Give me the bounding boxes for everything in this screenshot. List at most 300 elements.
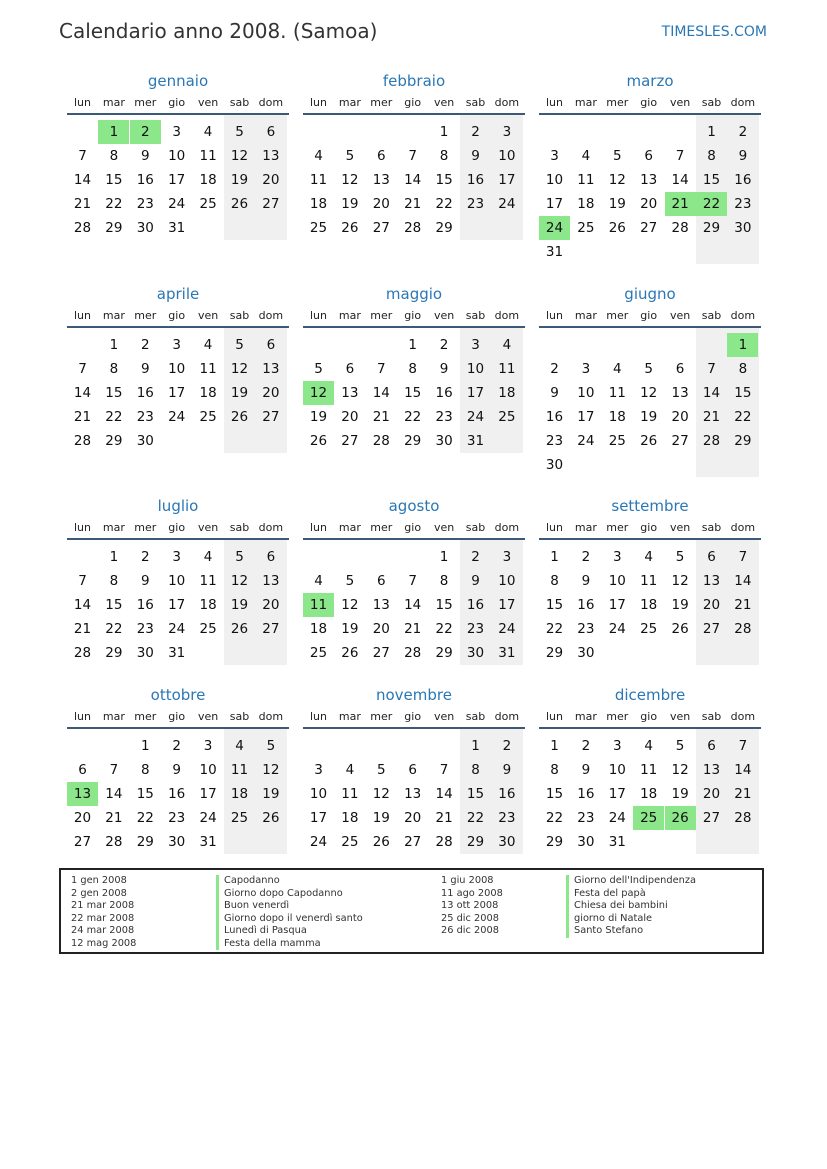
legend-name: Giorno dopo Capodanno (224, 887, 343, 899)
day-cell: 4 (502, 337, 512, 353)
day-cell: 19 (230, 172, 249, 188)
day-cell: 13 (262, 361, 280, 377)
day-cell: 4 (345, 762, 355, 778)
day-cell: 18 (498, 385, 516, 401)
day-cell: 8 (550, 573, 559, 589)
day-cell: 17 (498, 597, 516, 613)
weekday-label: lun (310, 521, 327, 534)
day-cell: 9 (738, 148, 748, 164)
legend-names-left (216, 875, 363, 950)
weekday-label: gio (640, 710, 658, 723)
month-name: luglio (157, 497, 199, 515)
day-cell: 15 (105, 597, 123, 613)
day-cell: 24 (577, 433, 595, 449)
weekday-label: mar (102, 309, 125, 322)
weekday-label: sab (465, 521, 486, 534)
day-cell: 26 (341, 645, 359, 661)
day-cell: 30 (577, 834, 595, 850)
weekday-label: lun (74, 521, 91, 534)
day-cell: 14 (435, 786, 453, 802)
legend-date: 13 ott 2008 (441, 900, 499, 911)
day-cell: 10 (608, 573, 626, 589)
day-cell: 19 (608, 196, 626, 212)
weekday-label: mer (370, 96, 393, 109)
day-cell: 27 (341, 433, 359, 449)
day-cell: 17 (168, 385, 186, 401)
day-cell: 20 (262, 172, 280, 188)
legend-date: 1 gen 2008 (71, 875, 127, 886)
legend-name: Santo Stefano (574, 925, 644, 936)
day-cell: 22 (466, 810, 485, 826)
day-cell: 23 (734, 196, 752, 212)
day-cell: 20 (262, 385, 280, 401)
weekday-label: mer (134, 710, 157, 723)
day-cell: 27 (404, 834, 422, 850)
month-ottobre (67, 686, 289, 854)
day-cell: 11 (199, 148, 217, 164)
day-cell: 4 (314, 148, 323, 164)
day-cell: 9 (471, 573, 480, 589)
weekday-label: dom (258, 96, 284, 109)
day-cell: 16 (498, 786, 516, 802)
weekday-label: sab (701, 710, 722, 723)
day-cell: 7 (675, 148, 685, 164)
day-cell: 6 (644, 148, 653, 164)
day-cell: 2 (439, 337, 449, 353)
day-cell: 6 (675, 361, 685, 377)
day-cell: 6 (707, 549, 716, 565)
weekday-header (539, 710, 761, 724)
day-cell: 18 (640, 597, 658, 613)
weekday-label: dom (494, 309, 520, 322)
day-cell: 3 (172, 124, 181, 140)
day-cell: 4 (644, 738, 653, 754)
day-cell: 24 (168, 409, 186, 425)
month-name: agosto (388, 497, 440, 515)
day-cell: 20 (702, 597, 721, 613)
day-cell: 9 (581, 573, 591, 589)
day-cell: 28 (105, 834, 123, 850)
weekday-header (539, 309, 761, 323)
day-cell: 27 (262, 621, 280, 637)
day-cell: 22 (105, 196, 123, 212)
day-cell: 2 (502, 738, 512, 754)
day-cell: 6 (707, 738, 716, 754)
holiday-day: 25 (633, 806, 664, 830)
day-cell: 14 (671, 172, 689, 188)
day-cell: 18 (199, 597, 217, 613)
day-cell: 18 (199, 385, 217, 401)
weekday-label: mar (338, 96, 361, 109)
month-dicembre (539, 686, 761, 854)
legend-name: Festa della mamma (224, 937, 321, 949)
day-cell: 12 (671, 573, 689, 589)
day-cell: 15 (435, 172, 453, 188)
day-cell: 28 (404, 220, 422, 236)
day-cell: 27 (73, 834, 92, 850)
weekday-label: lun (546, 96, 563, 109)
day-cell: 19 (671, 597, 689, 613)
day-cell: 20 (372, 621, 390, 637)
day-cell: 29 (404, 433, 422, 449)
weekday-label: dom (730, 521, 756, 534)
weekday-label: ven (433, 521, 455, 534)
day-cell: 9 (581, 762, 591, 778)
day-cell: 11 (640, 573, 658, 589)
day-cell: 15 (545, 786, 564, 802)
day-cell: 10 (168, 148, 186, 164)
day-cell: 30 (435, 433, 453, 449)
day-cell: 26 (640, 433, 658, 449)
legend-date: 21 mar 2008 (71, 900, 135, 911)
day-cell: 23 (168, 810, 186, 826)
legend-date: 22 mar 2008 (71, 912, 135, 924)
day-cell: 7 (78, 361, 87, 377)
day-cell: 27 (640, 220, 658, 236)
site-link[interactable]: TIMESLES.COM (661, 24, 767, 40)
day-cell: 28 (671, 220, 689, 236)
day-cell: 19 (372, 810, 390, 826)
day-cell: 26 (341, 220, 359, 236)
day-cell: 22 (435, 621, 453, 637)
day-cell: 15 (404, 385, 422, 401)
day-cell: 22 (105, 621, 123, 637)
day-cell: 18 (341, 810, 359, 826)
holiday-legend (59, 868, 764, 954)
day-cell: 25 (309, 645, 328, 661)
day-cell: 1 (109, 337, 119, 353)
weekday-label: ven (197, 521, 219, 534)
day-cell: 5 (613, 148, 622, 164)
day-cell: 23 (466, 196, 485, 212)
day-cell: 12 (671, 762, 689, 778)
day-cell: 6 (266, 124, 276, 140)
month-name: marzo (626, 72, 674, 90)
legend-date: 25 dic 2008 (441, 912, 499, 924)
holiday-day: 1 (98, 120, 129, 144)
day-cell: 30 (545, 457, 564, 473)
weekday-header (303, 309, 525, 323)
day-cell: 11 (341, 786, 359, 802)
day-cell: 24 (608, 810, 626, 826)
day-cell: 4 (644, 549, 653, 565)
day-cell: 12 (640, 385, 658, 401)
weekday-label: mar (574, 710, 597, 723)
weekday-header (67, 710, 289, 724)
day-cell: 17 (608, 597, 626, 613)
day-cell: 21 (73, 196, 92, 212)
day-cell: 17 (498, 172, 516, 188)
day-cell: 10 (577, 385, 595, 401)
day-cell: 13 (702, 762, 721, 778)
day-cell: 18 (640, 786, 658, 802)
day-cell: 22 (105, 409, 123, 425)
day-cell: 29 (545, 834, 564, 850)
day-cell: 7 (408, 148, 417, 164)
day-cell: 18 (577, 196, 595, 212)
day-cell: 3 (613, 549, 622, 565)
weekday-label: dom (258, 521, 284, 534)
holiday-day: 26 (665, 806, 696, 830)
weekday-label: mar (338, 521, 361, 534)
day-cell: 13 (372, 597, 390, 613)
weekday-label: gio (404, 96, 422, 109)
legend-date: 26 dic 2008 (441, 925, 499, 936)
day-cell: 23 (435, 409, 453, 425)
day-cell: 10 (498, 148, 516, 164)
day-cell: 26 (608, 220, 626, 236)
month-novembre (303, 686, 525, 854)
day-cell: 5 (675, 549, 685, 565)
day-cell: 4 (613, 361, 622, 377)
day-cell: 8 (439, 573, 449, 589)
day-cell: 29 (435, 645, 453, 661)
day-cell: 3 (203, 738, 213, 754)
weekday-label: mer (606, 710, 629, 723)
day-cell: 7 (738, 549, 748, 565)
weekday-label: ven (197, 96, 219, 109)
day-cell: 4 (203, 337, 213, 353)
day-cell: 24 (498, 621, 516, 637)
day-cell: 1 (109, 549, 119, 565)
day-cell: 8 (738, 361, 748, 377)
day-cell: 22 (545, 621, 564, 637)
day-cell: 8 (408, 361, 417, 377)
weekday-label: mer (606, 521, 629, 534)
day-cell: 29 (466, 834, 485, 850)
day-cell: 6 (377, 148, 386, 164)
day-cell: 16 (466, 597, 485, 613)
day-cell: 13 (671, 385, 689, 401)
day-cell: 6 (78, 762, 87, 778)
day-cell: 7 (439, 762, 449, 778)
day-cell: 25 (230, 810, 249, 826)
weekday-label: mer (606, 96, 629, 109)
day-cell: 31 (199, 834, 217, 850)
weekday-label: sab (465, 96, 486, 109)
day-cell: 21 (372, 409, 390, 425)
day-cell: 21 (105, 810, 123, 826)
weekday-label: ven (197, 710, 219, 723)
day-cell: 25 (341, 834, 359, 850)
day-cell: 21 (73, 409, 92, 425)
day-cell: 15 (105, 172, 123, 188)
day-cell: 16 (545, 409, 564, 425)
day-cell: 21 (404, 621, 422, 637)
day-cell: 20 (404, 810, 422, 826)
weekday-label: dom (494, 521, 520, 534)
day-cell: 24 (199, 810, 217, 826)
day-cell: 23 (466, 621, 485, 637)
day-cell: 14 (73, 597, 92, 613)
weekday-label: mar (574, 96, 597, 109)
day-cell: 18 (608, 409, 626, 425)
legend-dates-left (71, 875, 136, 950)
day-cell: 3 (314, 762, 323, 778)
legend-name: Chiesa dei bambini (574, 900, 668, 911)
day-cell: 11 (199, 573, 217, 589)
month-name: settembre (611, 497, 689, 515)
day-cell: 29 (734, 433, 752, 449)
month-name: maggio (385, 285, 443, 303)
day-cell: 30 (498, 834, 516, 850)
weekday-label: mar (338, 309, 361, 322)
holiday-day: 13 (67, 782, 98, 806)
holiday-day: 24 (539, 216, 570, 240)
day-cell: 5 (266, 738, 276, 754)
day-cell: 29 (435, 220, 453, 236)
day-cell: 3 (550, 148, 559, 164)
legend-name: Festa del papà (574, 887, 646, 899)
day-cell: 28 (702, 433, 721, 449)
weekday-label: mar (102, 710, 125, 723)
day-cell: 18 (230, 786, 249, 802)
day-cell: 3 (613, 738, 622, 754)
day-cell: 17 (608, 786, 626, 802)
legend-name: Capodanno (224, 875, 280, 886)
weekday-header (303, 521, 525, 535)
day-cell: 31 (168, 220, 186, 236)
day-cell: 15 (466, 786, 485, 802)
month-name: dicembre (614, 686, 686, 704)
day-cell: 5 (345, 148, 355, 164)
day-cell: 7 (738, 738, 748, 754)
weekday-label: gio (404, 521, 422, 534)
holiday-day: 22 (696, 192, 727, 216)
day-cell: 24 (608, 621, 626, 637)
month-marzo (539, 72, 761, 264)
weekday-label: mar (574, 309, 597, 322)
day-cell: 1 (439, 124, 449, 140)
day-cell: 13 (404, 786, 422, 802)
day-cell: 1 (408, 337, 417, 353)
day-cell: 28 (73, 433, 92, 449)
month-name: ottobre (150, 686, 206, 704)
day-cell: 24 (498, 196, 516, 212)
day-cell: 7 (377, 361, 386, 377)
day-cell: 21 (73, 621, 92, 637)
day-cell: 8 (439, 148, 449, 164)
weekday-label: mer (370, 309, 393, 322)
day-cell: 10 (199, 762, 217, 778)
weekday-label: mar (102, 96, 125, 109)
day-cell: 20 (702, 786, 721, 802)
day-cell: 7 (707, 361, 716, 377)
day-cell: 16 (577, 786, 595, 802)
weekday-label: sab (465, 309, 486, 322)
weekday-label: sab (701, 521, 722, 534)
day-cell: 16 (734, 172, 752, 188)
day-cell: 15 (702, 172, 721, 188)
month-settembre (539, 497, 761, 665)
day-cell: 9 (502, 762, 512, 778)
holiday-day: 11 (303, 593, 334, 617)
weekday-header (67, 96, 289, 110)
day-cell: 29 (105, 645, 123, 661)
day-cell: 19 (640, 409, 658, 425)
day-cell: 30 (168, 834, 186, 850)
day-cell: 11 (199, 361, 217, 377)
day-cell: 17 (168, 597, 186, 613)
day-cell: 16 (435, 385, 453, 401)
day-cell: 20 (262, 597, 280, 613)
day-cell: 5 (644, 361, 653, 377)
weekday-label: mer (134, 96, 157, 109)
day-cell: 14 (702, 385, 721, 401)
holiday-day: 2 (130, 120, 161, 144)
day-cell: 2 (141, 549, 150, 565)
day-cell: 13 (341, 385, 359, 401)
weekday-label: sab (701, 96, 722, 109)
day-cell: 5 (377, 762, 386, 778)
day-cell: 5 (675, 738, 685, 754)
day-cell: 23 (136, 196, 154, 212)
day-cell: 3 (581, 361, 591, 377)
weekday-label: ven (669, 96, 691, 109)
day-cell: 21 (702, 409, 721, 425)
legend-name: Giorno dell'Indipendenza (574, 875, 696, 886)
day-cell: 1 (550, 738, 559, 754)
day-cell: 4 (581, 148, 591, 164)
day-cell: 24 (168, 621, 186, 637)
day-cell: 19 (230, 597, 249, 613)
month-luglio (67, 497, 289, 665)
day-cell: 27 (372, 645, 390, 661)
day-cell: 12 (230, 573, 249, 589)
day-cell: 25 (309, 220, 328, 236)
day-cell: 15 (105, 385, 123, 401)
day-cell: 17 (309, 810, 328, 826)
day-cell: 27 (262, 196, 280, 212)
legend-dates-right (441, 875, 503, 938)
legend-date: 2 gen 2008 (71, 887, 127, 899)
weekday-label: mer (134, 521, 157, 534)
day-cell: 5 (235, 549, 244, 565)
legend-names-right (566, 875, 696, 938)
day-cell: 11 (498, 361, 516, 377)
day-cell: 26 (671, 621, 689, 637)
day-cell: 28 (734, 621, 752, 637)
weekday-label: dom (258, 309, 284, 322)
day-cell: 8 (109, 148, 119, 164)
day-cell: 6 (345, 361, 355, 377)
weekday-label: gio (404, 309, 422, 322)
day-cell: 1 (550, 549, 559, 565)
day-cell: 14 (73, 385, 92, 401)
day-cell: 16 (466, 172, 485, 188)
day-cell: 15 (136, 786, 154, 802)
day-cell: 31 (498, 645, 516, 661)
day-cell: 28 (435, 834, 453, 850)
day-cell: 4 (203, 124, 213, 140)
day-cell: 16 (577, 597, 595, 613)
weekday-label: dom (494, 96, 520, 109)
weekday-label: lun (546, 521, 563, 534)
weekday-label: ven (433, 309, 455, 322)
day-cell: 13 (702, 573, 721, 589)
day-cell: 15 (734, 385, 752, 401)
day-cell: 29 (702, 220, 721, 236)
day-cell: 11 (577, 172, 595, 188)
day-cell: 9 (439, 361, 449, 377)
day-cell: 14 (105, 786, 123, 802)
day-cell: 28 (73, 645, 92, 661)
day-cell: 10 (168, 361, 186, 377)
holiday-day: 21 (665, 192, 696, 216)
day-cell: 1 (439, 549, 449, 565)
day-cell: 11 (608, 385, 626, 401)
day-cell: 2 (550, 361, 559, 377)
